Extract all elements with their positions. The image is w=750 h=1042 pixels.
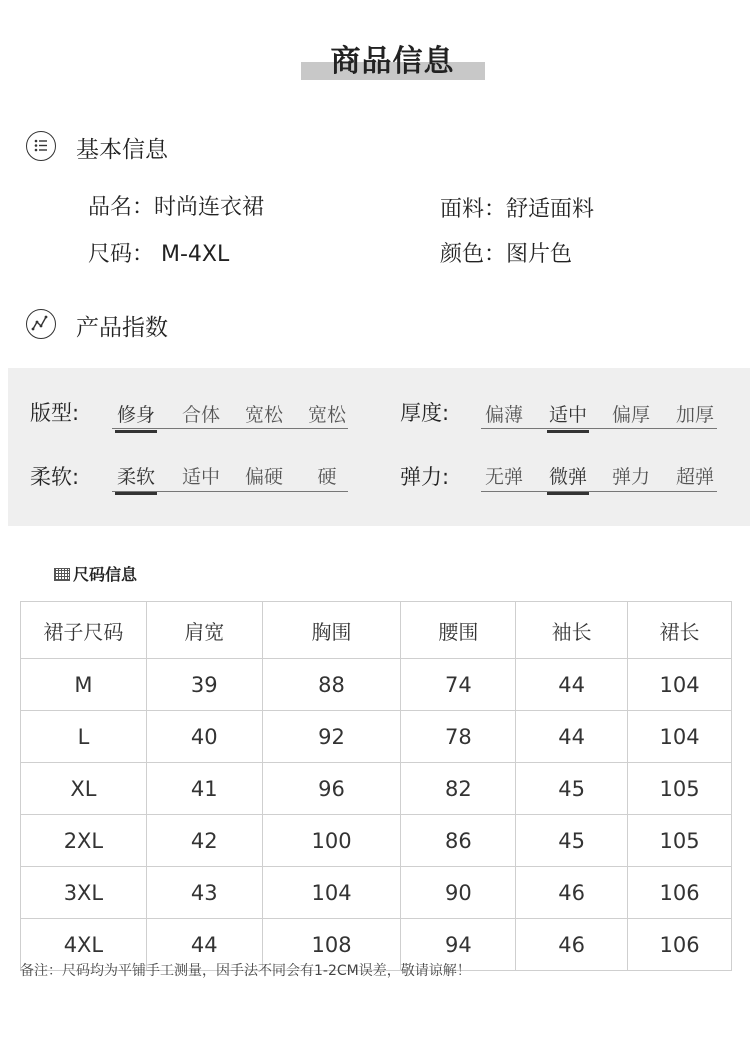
- calendar-icon: [54, 568, 70, 581]
- column-header: 肩宽: [146, 602, 262, 659]
- table-cell: 42: [146, 815, 262, 867]
- column-header: 袖长: [516, 602, 628, 659]
- elasticity-option-1: 无弹: [484, 466, 523, 488]
- product-size-range: 尺码： M-4XL: [88, 242, 230, 267]
- thickness-option-3: 偏厚: [611, 404, 650, 426]
- trend-chart-icon: [26, 309, 56, 339]
- table-row: [21, 867, 732, 919]
- table-cell: 39: [146, 659, 262, 711]
- table-cell: 78: [401, 711, 516, 763]
- fit-option-2: 合体: [181, 404, 220, 426]
- list-icon: [26, 131, 56, 161]
- table-row: [21, 711, 732, 763]
- fit-scale-line: [112, 428, 348, 429]
- product-fabric: 面料：舒适面料: [440, 197, 595, 222]
- table-cell: 40: [146, 711, 262, 763]
- table-cell: 86: [401, 815, 516, 867]
- product-name: 品名：时尚连衣裙: [88, 195, 265, 220]
- table-cell: 90: [401, 867, 516, 919]
- thickness-option-2: 适中: [547, 400, 589, 427]
- fit-label: 版型:: [30, 401, 80, 425]
- table-cell: 3XL: [21, 867, 147, 919]
- table-cell: 88: [262, 659, 401, 711]
- table-cell: 94: [401, 919, 516, 971]
- table-cell: 46: [516, 867, 628, 919]
- table-header-row: [21, 602, 732, 659]
- column-header: 胸围: [262, 602, 401, 659]
- thickness-option-1: 偏薄: [484, 404, 523, 426]
- softness-label: 柔软:: [30, 465, 80, 489]
- softness-option-2: 适中: [181, 466, 220, 488]
- table-cell: 43: [146, 867, 262, 919]
- fit-option-1: 修身: [115, 400, 157, 427]
- column-header: 裙子尺码: [21, 602, 147, 659]
- table-row: [21, 815, 732, 867]
- softness-option-3: 偏硬: [244, 466, 283, 488]
- table-cell: 96: [262, 763, 401, 815]
- table-cell: 74: [401, 659, 516, 711]
- table-cell: 100: [262, 815, 401, 867]
- size-table: [20, 601, 732, 971]
- table-cell: 105: [628, 815, 732, 867]
- thickness-label: 厚度:: [400, 401, 450, 425]
- table-cell: 82: [401, 763, 516, 815]
- table-cell: 2XL: [21, 815, 147, 867]
- thickness-option-4: 加厚: [675, 404, 714, 426]
- basic-info-heading: 基本信息: [76, 137, 168, 163]
- table-row: [21, 659, 732, 711]
- column-header: 腰围: [401, 602, 516, 659]
- table-cell: 106: [628, 867, 732, 919]
- softness-option-4: 硬: [317, 466, 337, 488]
- column-header: 裙长: [628, 602, 732, 659]
- table-cell: 104: [628, 659, 732, 711]
- elasticity-scale-line: [481, 491, 717, 492]
- table-cell: 45: [516, 763, 628, 815]
- elasticity-option-4: 超弹: [675, 466, 714, 488]
- size-info-heading-text: 尺码信息: [73, 565, 138, 584]
- product-index-heading: 产品指数: [76, 315, 168, 341]
- table-cell: 46: [516, 919, 628, 971]
- elasticity-label: 弹力:: [400, 465, 450, 489]
- table-cell: 45: [516, 815, 628, 867]
- product-color: 颜色：图片色: [440, 242, 573, 267]
- table-row: [21, 763, 732, 815]
- softness-option-1: 柔软: [115, 462, 157, 489]
- table-cell: 108: [262, 919, 401, 971]
- size-info-heading: [54, 562, 137, 585]
- table-cell: 106: [628, 919, 732, 971]
- table-cell: 105: [628, 763, 732, 815]
- table-cell: M: [21, 659, 147, 711]
- table-cell: 44: [516, 711, 628, 763]
- measurement-note: 备注：尺码均为平铺手工测量，因手法不同会有1-2CM误差，敬请谅解！: [20, 963, 471, 979]
- fit-option-4: 宽松: [307, 404, 346, 426]
- table-cell: 4XL: [21, 919, 147, 971]
- elasticity-option-2: 微弹: [547, 462, 589, 489]
- table-cell: 104: [262, 867, 401, 919]
- elasticity-option-3: 弹力: [611, 466, 650, 488]
- fit-option-3: 宽松: [244, 404, 283, 426]
- table-cell: 44: [516, 659, 628, 711]
- table-cell: 104: [628, 711, 732, 763]
- table-cell: 92: [262, 711, 401, 763]
- page-title: 商品信息: [330, 44, 455, 79]
- table-cell: XL: [21, 763, 147, 815]
- table-cell: L: [21, 711, 147, 763]
- table-cell: 44: [146, 919, 262, 971]
- product-index-panel: [8, 368, 750, 526]
- thickness-scale-line: [481, 428, 717, 429]
- table-cell: 41: [146, 763, 262, 815]
